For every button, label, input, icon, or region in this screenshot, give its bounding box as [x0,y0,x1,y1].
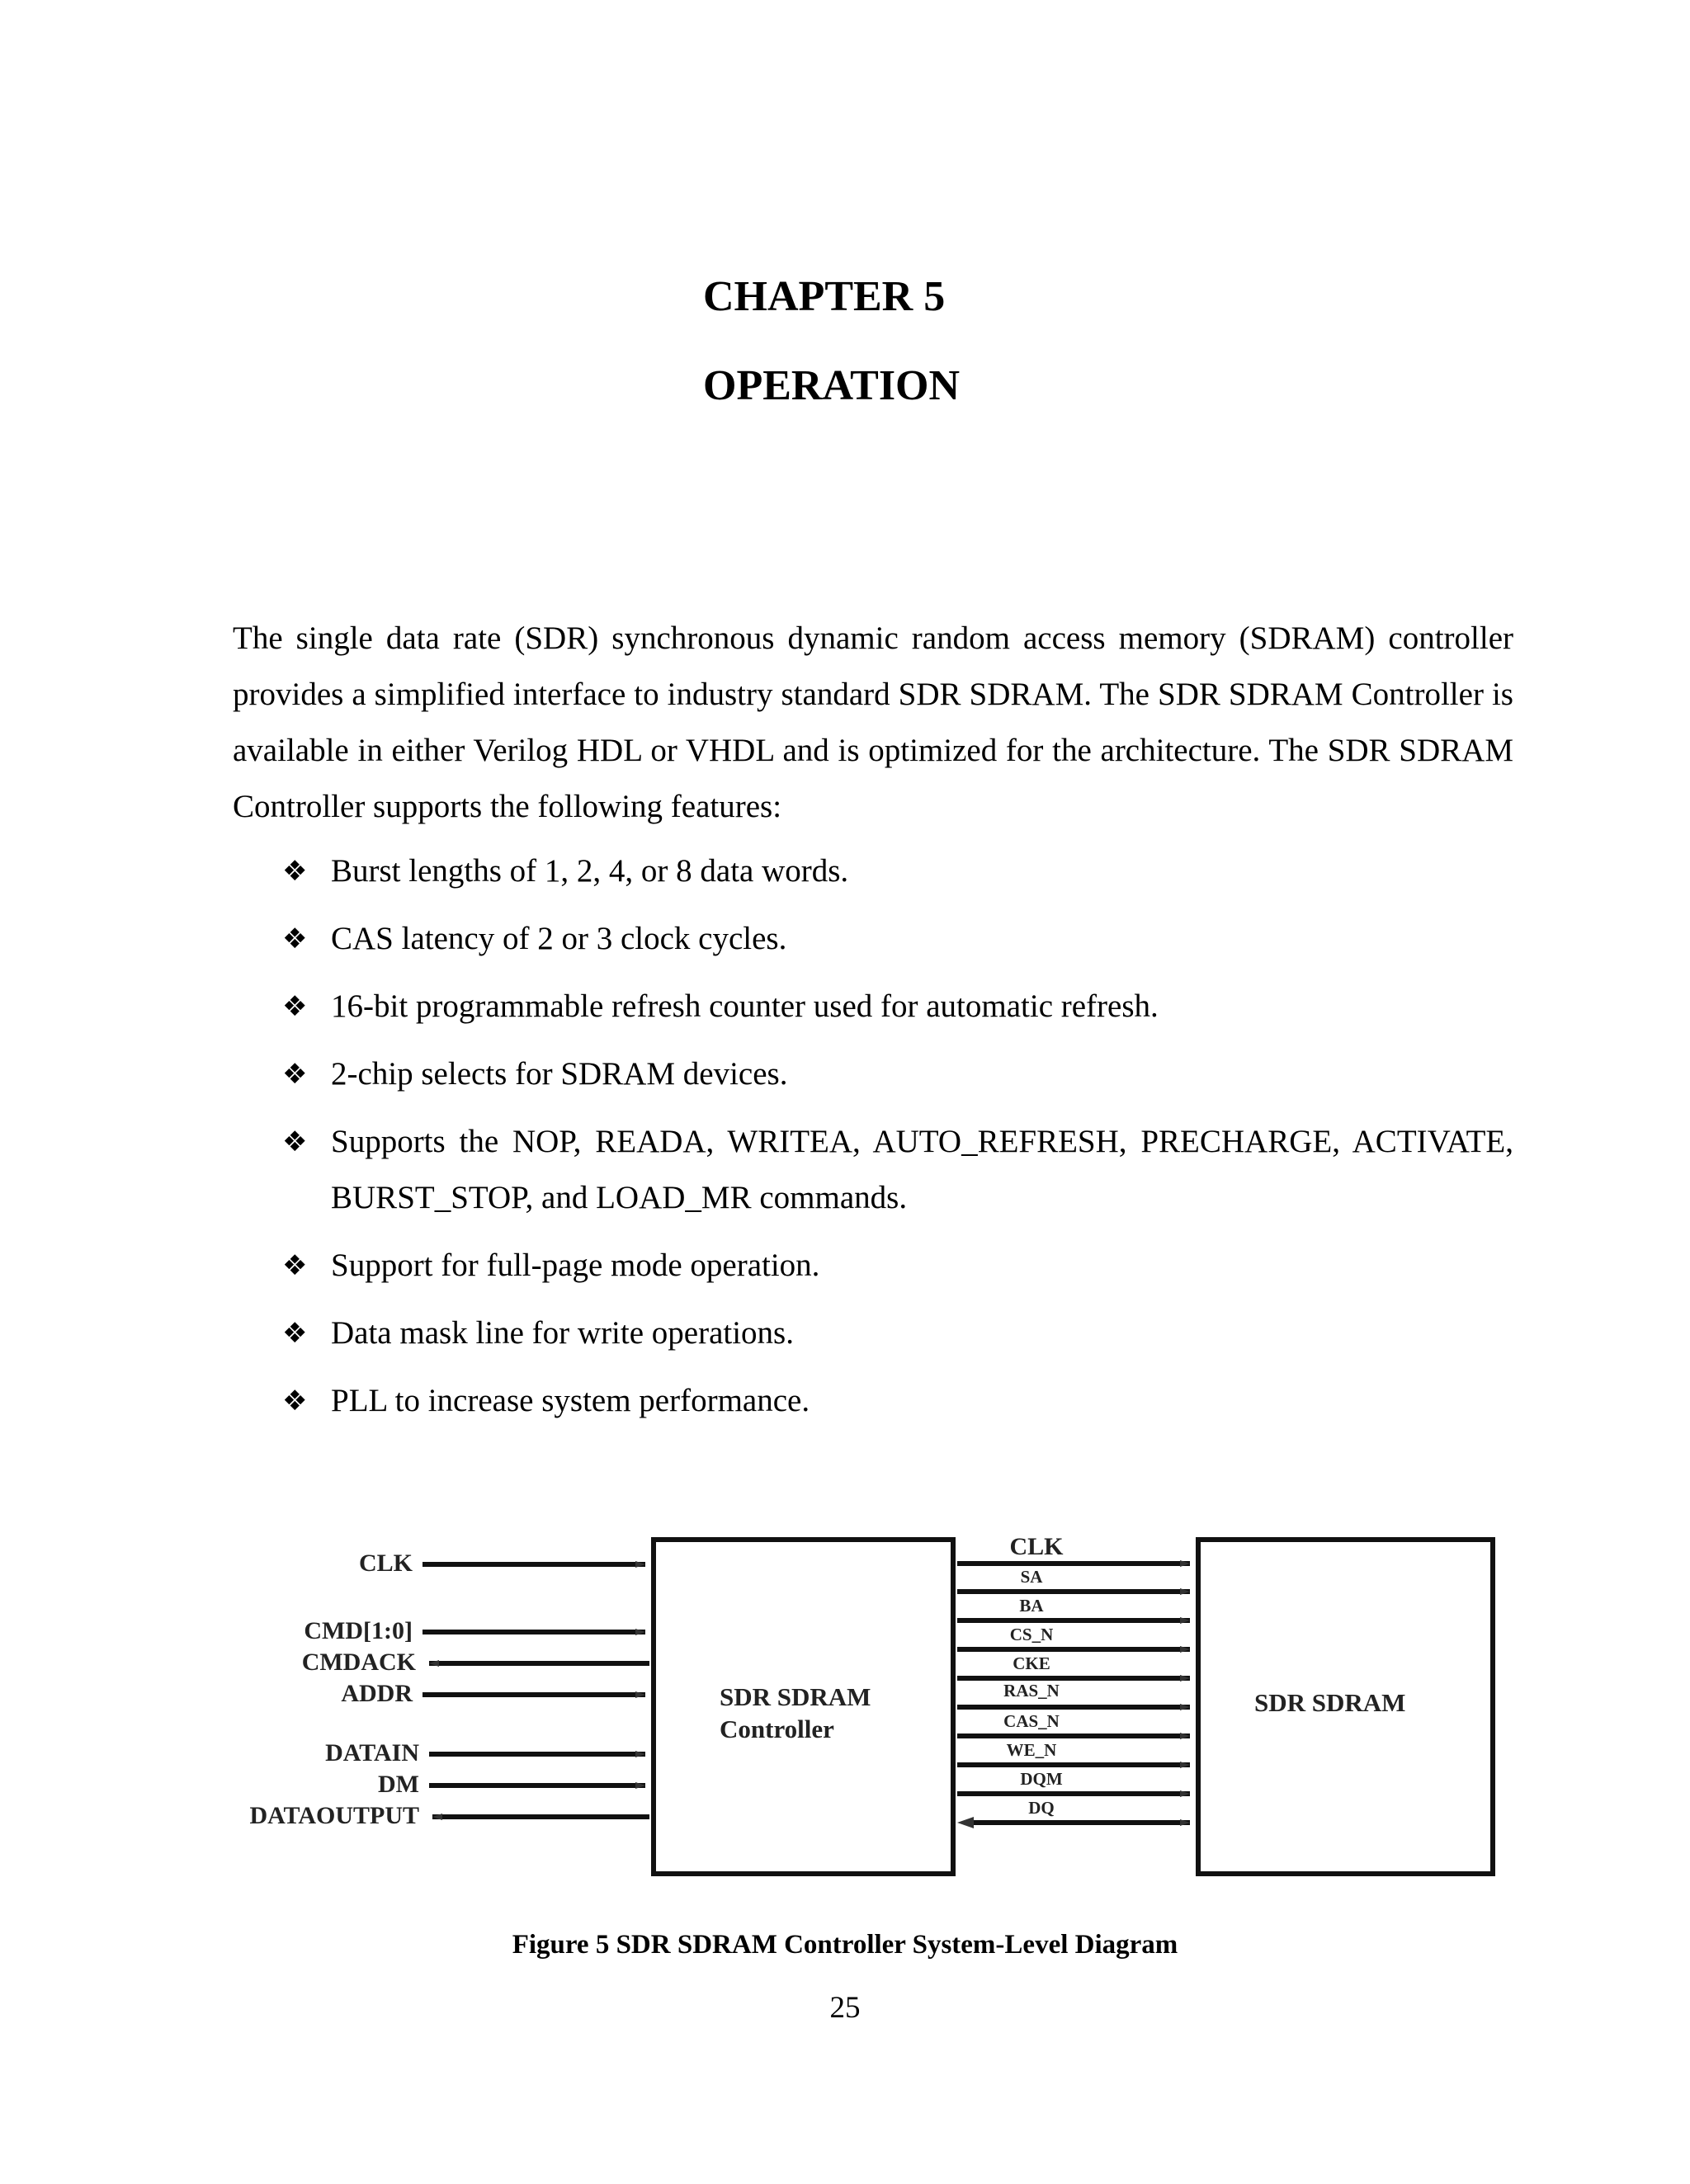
chapter-subtitle: OPERATION [703,362,961,409]
feature-item [282,1305,1513,1361]
figure-caption: Figure 5 SDR SDRAM Controller System-Level Diagram [512,1930,1178,1960]
feature-item [282,1238,1513,1294]
feature-item [282,979,1513,1035]
page-number: 25 [829,1991,861,2025]
signal-label-dq: DQ [1028,1798,1055,1818]
signal-label-we-n: WE_N [1006,1740,1057,1760]
diamond-bullet-icon: ❖ [282,922,308,955]
diagram-svg [231,1518,1518,1898]
right-signals [957,1533,1190,1828]
signal-label-sa: SA [1020,1567,1043,1587]
signal-label-cas-n: CAS_N [1003,1711,1060,1731]
feature-item [282,1046,1513,1102]
feature-text: 2-chip selects for SDRAM devices. [331,1056,788,1092]
intro-paragraph: The single data rate (SDR) synchronous dynamic random access memory (SDRAM) controller provides a simplified interface to industry standard SDR SDRAM. The SDR SDRAM Controller is available in either Verilog HDL or VHDL and is optimized for the architecture. The SDR SDRAM Controller supports the following features: [233,620,1513,824]
diamond-bullet-icon: ❖ [282,1384,308,1417]
diamond-bullet-icon: ❖ [282,1317,308,1350]
feature-item [282,843,1513,899]
diamond-bullet-icon: ❖ [282,855,308,888]
signal-label-addr: ADDR [341,1680,413,1707]
system-level-diagram [231,1518,1518,1898]
signal-label-dataoutput: DATAOUTPUT [249,1802,419,1829]
diamond-bullet-icon: ❖ [282,1249,308,1282]
feature-list [282,843,1513,1441]
signal-label-dm: DM [378,1771,419,1798]
feature-text: Data mask line for write operations. [331,1315,794,1351]
feature-item [282,911,1513,967]
feature-text: Burst lengths of 1, 2, 4, or 8 data words. [331,853,849,889]
controller-label-line2: Controller [720,1715,834,1743]
feature-item [282,1373,1513,1429]
sdram-label: SDR SDRAM [1254,1688,1406,1717]
signal-label-cke: CKE [1013,1653,1050,1673]
chapter-title: CHAPTER 5 [703,273,946,320]
signal-label-cmd: CMD[1:0] [304,1617,413,1644]
signal-label-ras-n: RAS_N [1003,1681,1060,1701]
signal-label-clk: CLK [358,1550,413,1577]
signal-label-ba: BA [1019,1596,1044,1616]
diamond-bullet-icon: ❖ [282,990,308,1023]
signal-label-clk-out: CLK [1009,1533,1064,1560]
signal-label-dqm: DQM [1020,1769,1063,1789]
feature-text: Supports the NOP, READA, WRITEA, AUTO_REFRESH, PRECHARGE, ACTIVATE, BURST_STOP, and LOAD_MR commands. [331,1124,1513,1215]
diamond-bullet-icon: ❖ [282,1125,308,1158]
feature-text: PLL to increase system performance. [331,1383,810,1418]
feature-text: CAS latency of 2 or 3 clock cycles. [331,921,787,956]
controller-label-line1: SDR SDRAM [720,1682,871,1711]
feature-item [282,1114,1513,1226]
signal-label-cs-n: CS_N [1009,1625,1054,1644]
feature-text: Support for full-page mode operation. [331,1248,820,1283]
signal-label-datain: DATAIN [325,1739,419,1767]
arrow-dq-back-head [957,1817,974,1828]
left-signals [249,1550,649,1829]
diamond-bullet-icon: ❖ [282,1058,308,1091]
signal-label-cmdack: CMDACK [301,1649,416,1676]
feature-text: 16-bit programmable refresh counter used for automatic refresh. [331,988,1159,1024]
